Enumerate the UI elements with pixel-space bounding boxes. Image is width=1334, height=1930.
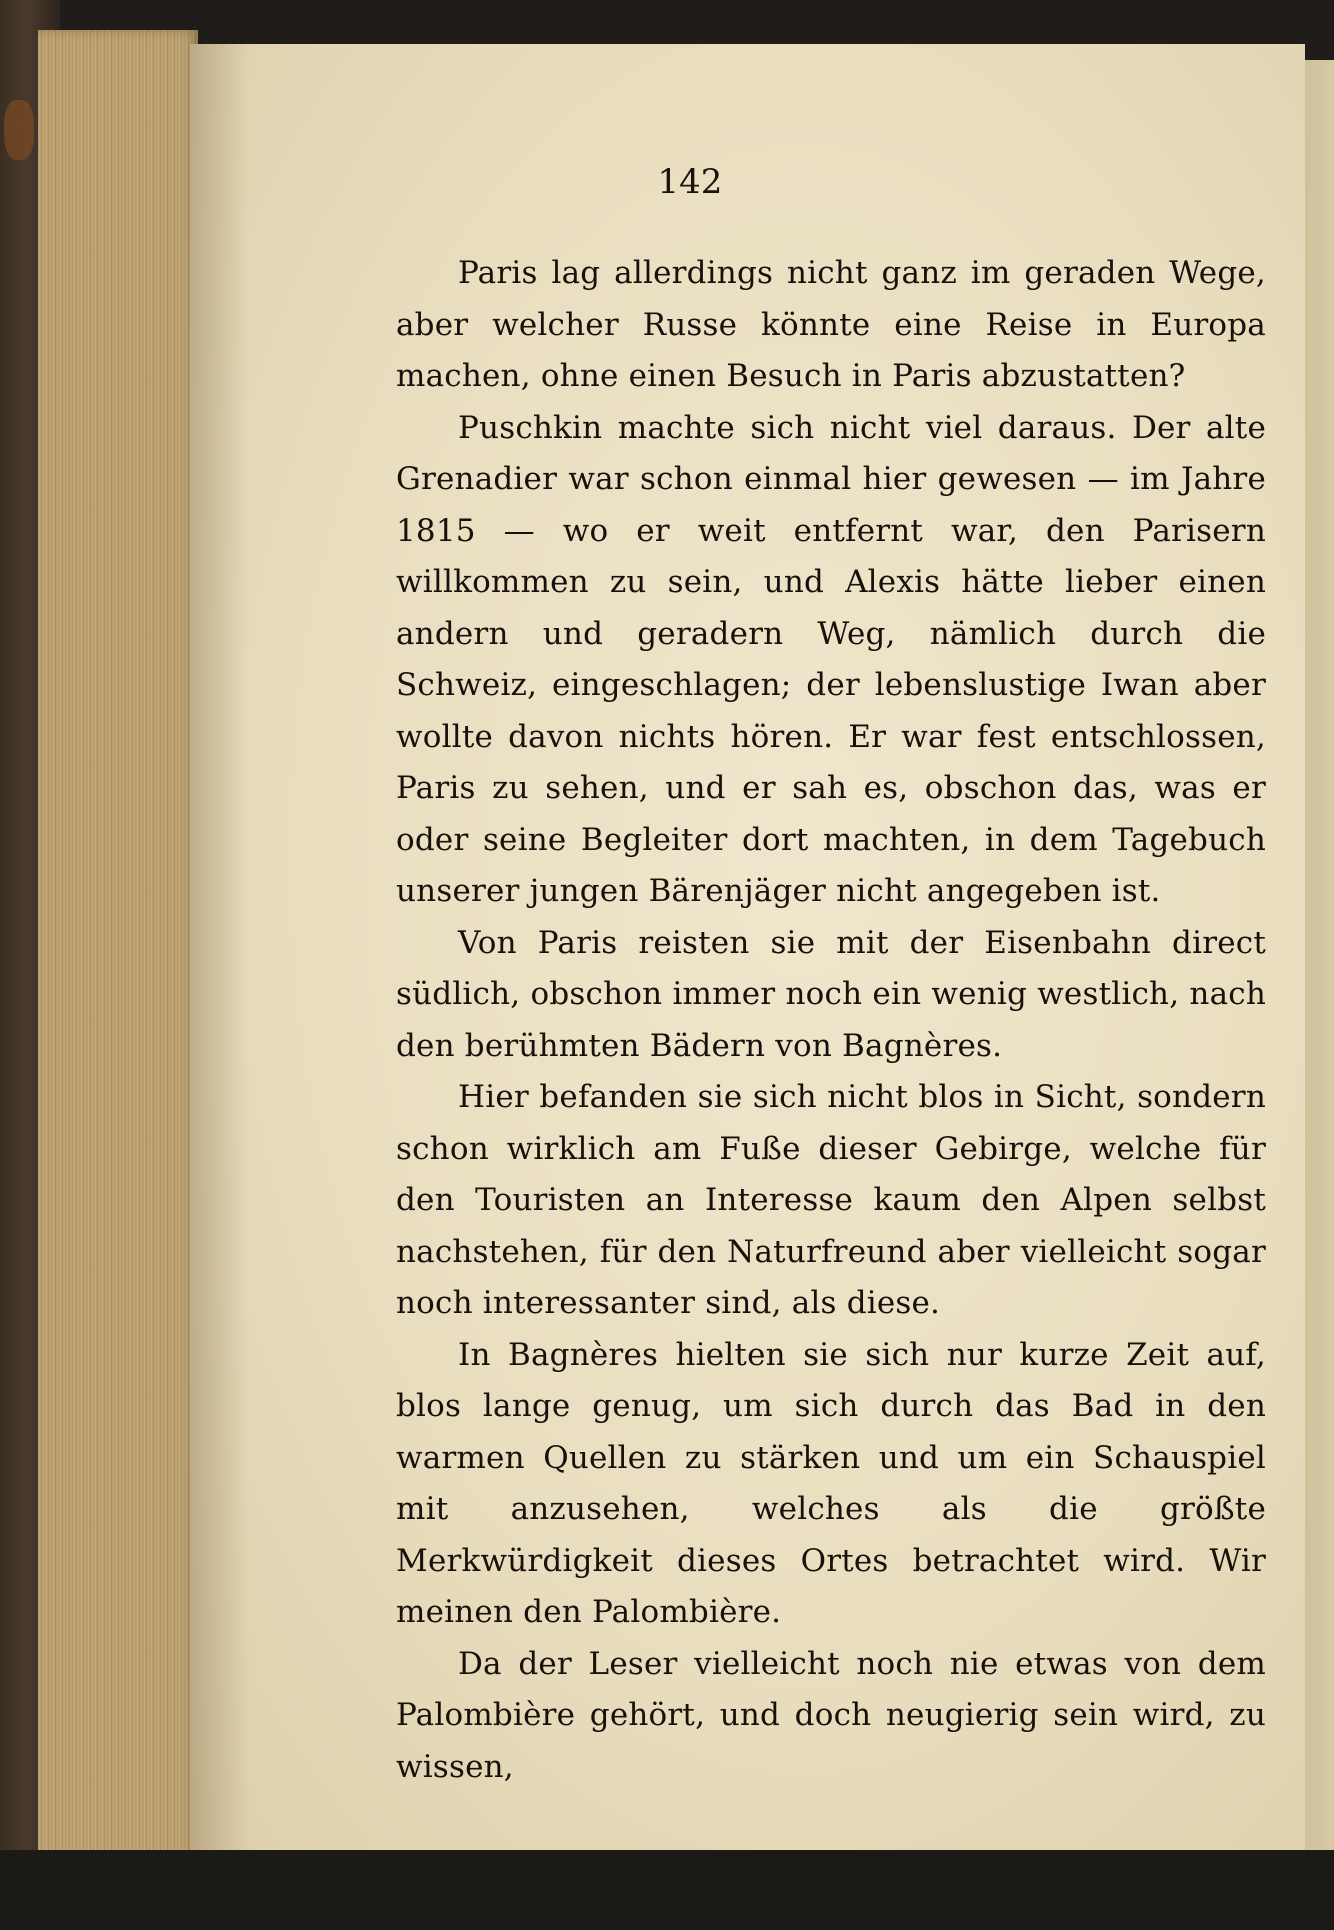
paragraph-4: Hier befanden sie sich nicht blos in Sicht, sondern schon wirklich am Fuße dieser Gebirge, welche für den Touristen an Interesse kaum den Alpen selbst nachstehen, für den Naturfreund aber vielleicht sogar noch interessanter sind, als diese. [396,1079,1266,1321]
gutter-shadow [190,44,250,1850]
background-surface [0,1850,1334,1930]
paragraph-1: Paris lag allerdings nicht ganz im geraden Wege, aber welcher Russe könnte eine Reise in Europa machen, ohne einen Besuch in Paris abzustatten? [396,255,1266,394]
paragraph-3: Von Paris reisten sie mit der Eisenbahn direct südlich, obschon immer noch ein wenig westlich, nach den berühmten Bädern von Bagnères. [396,924,1266,1064]
paragraph-2: Puschkin machte sich nicht viel daraus. Der alte Grenadier war schon einmal hier gewesen — im Jahre 1815 — wo er weit entfernt war, den Parisern willkommen zu sein, und Alexis hätte lieber einen andern und geradern Weg, nämlich durch die Schweiz, eingeschlagen; der lebenslustige Iwan aber wollte davon nichts hören. Er war fest entschlossen, Paris zu sehen, und er sah es, obschon das, was er oder seine Begleiter dort machten, in dem Tagebuch unserer jungen Bärenjäger nicht angegeben ist. [396,409,1266,909]
paragraph-5: In Bagnères hielten sie sich nur kurze Zeit auf, blos lange genug, um sich durch das Bad in den warmen Quellen zu stärken und um ein Schauspiel mit anzusehen, welches als die größte Merkwürdigkeit dieses Ortes betrachtet wird. Wir meinen den Palombière. [396,1336,1266,1630]
page-edges [38,30,198,1870]
paragraph-6: Da der Leser vielleicht noch nie etwas von dem Palombière gehört, und doch neugierig sein wird, zu wissen, [396,1645,1266,1785]
cover-stain [4,100,34,160]
page-text [396,248,1266,1793]
page-number: 142 [657,162,723,202]
